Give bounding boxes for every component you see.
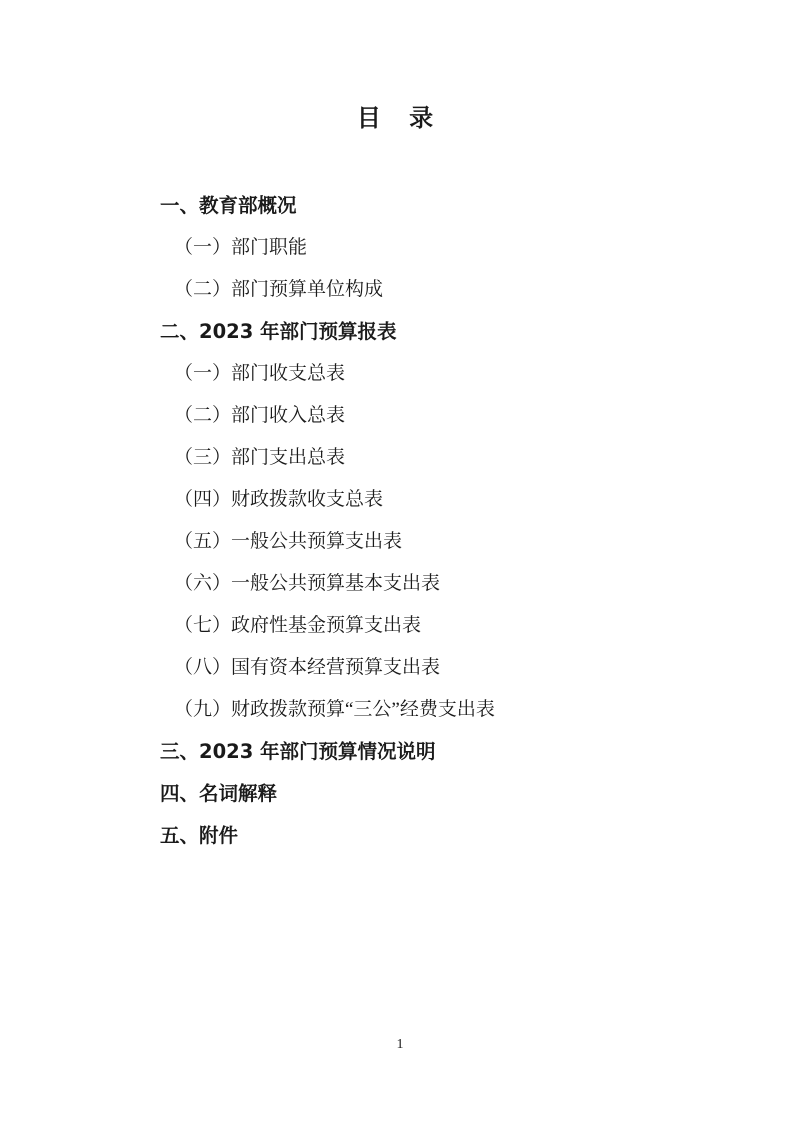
page-title: 目 录: [356, 104, 444, 132]
toc-entry[interactable]: （二）部门收入总表: [174, 405, 346, 426]
page-number: 1: [396, 1037, 404, 1052]
toc-entry[interactable]: 一、教育部概况: [160, 194, 297, 217]
toc-entry[interactable]: （八）国有资本经营预算支出表: [174, 657, 441, 678]
toc-entry[interactable]: （九）财政拨款预算“三公”经费支出表: [174, 699, 495, 720]
toc-entry[interactable]: （一）部门职能: [174, 237, 308, 258]
toc-entry[interactable]: （二）部门预算单位构成: [174, 279, 384, 300]
toc-entry[interactable]: 五、附件: [160, 824, 239, 847]
toc-entry[interactable]: （一）部门收支总表: [174, 363, 346, 384]
toc-entry[interactable]: 三、2023 年部门预算情况说明: [160, 740, 436, 763]
toc-entry[interactable]: 二、2023 年部门预算报表: [160, 320, 397, 343]
toc-entry[interactable]: 四、名词解释: [160, 782, 278, 805]
toc-entry[interactable]: （七）政府性基金预算支出表: [174, 615, 422, 636]
toc-entry[interactable]: （三）部门支出总表: [174, 447, 346, 468]
toc-entry[interactable]: （五）一般公共预算支出表: [174, 531, 403, 552]
table-of-contents: [160, 185, 680, 857]
toc-entry[interactable]: （六）一般公共预算基本支出表: [174, 573, 441, 594]
toc-entry[interactable]: （四）财政拨款收支总表: [174, 489, 384, 510]
